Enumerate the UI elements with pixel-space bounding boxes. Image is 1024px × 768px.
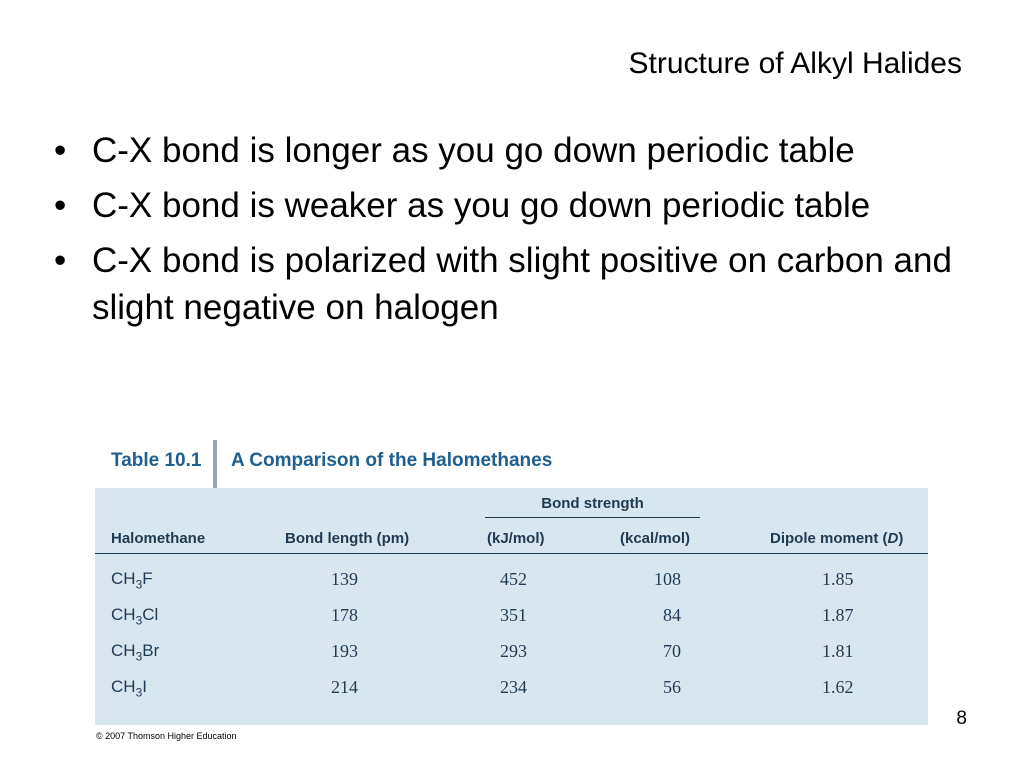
col-header-bond-length: Bond length (pm) xyxy=(285,530,410,547)
cell-bond-length: 193 xyxy=(331,641,358,661)
copyright-notice: © 2007 Thomson Higher Education xyxy=(96,731,237,741)
halomethane-table xyxy=(95,440,928,725)
bullet-item xyxy=(54,237,984,331)
cell-dipole: 1.87 xyxy=(822,605,854,625)
cell-bond-length: 139 xyxy=(331,569,358,589)
bullet-marker: • xyxy=(54,241,67,280)
cell-kj: 293 xyxy=(500,641,527,661)
col-header-kj: (kJ/mol) xyxy=(487,530,545,547)
cell-dipole: 1.85 xyxy=(822,569,854,589)
col-header-dipole: Dipole moment (D) xyxy=(770,530,904,547)
bond-strength-header: Bond strength xyxy=(541,495,644,512)
table-number: Table 10.1 xyxy=(111,450,202,471)
bullet-text: C-X bond is polarized with slight positive on carbon and slight negative on halogen xyxy=(92,241,952,327)
cell-halomethane: $CH_3Br$ xyxy=(111,641,160,664)
cell-halomethane: $CH_3I$ xyxy=(111,677,147,700)
cell-kcal: 108 xyxy=(654,569,681,589)
cell-kcal: 84 xyxy=(663,605,681,625)
cell-bond-length: 178 xyxy=(331,605,358,625)
cell-kj: 234 xyxy=(500,677,527,697)
header-rule xyxy=(95,553,928,554)
bond-strength-rule xyxy=(485,517,700,518)
cell-kj: 452 xyxy=(500,569,527,589)
bullet-text: C-X bond is longer as you go down periodic table xyxy=(92,131,855,170)
cell-halomethane: $CH_3Cl$ xyxy=(111,605,159,628)
slide-title: Structure of Alkyl Halides xyxy=(628,47,962,80)
page-number: 8 xyxy=(956,708,967,729)
col-header-kcal: (kcal/mol) xyxy=(620,530,691,547)
cell-kcal: 56 xyxy=(663,677,681,697)
cell-kcal: 70 xyxy=(663,641,681,661)
col-header-halomethane: Halomethane xyxy=(111,530,206,547)
bullet-text: C-X bond is weaker as you go down periodic table xyxy=(92,186,871,225)
cell-dipole: 1.62 xyxy=(822,677,854,697)
table-heading-divider xyxy=(213,440,217,488)
bullet-item xyxy=(54,127,984,174)
cell-dipole: 1.81 xyxy=(822,641,854,661)
cell-halomethane: $CH_3F$ xyxy=(111,569,153,592)
cell-bond-length: 214 xyxy=(331,677,358,697)
cell-kj: 351 xyxy=(500,605,527,625)
bullet-marker: • xyxy=(54,131,67,170)
table-heading xyxy=(95,440,928,488)
table-title: A Comparison of the Halomethanes xyxy=(231,450,553,471)
bullet-item xyxy=(54,182,984,229)
bullet-list xyxy=(54,127,984,339)
bullet-marker: • xyxy=(54,186,67,225)
